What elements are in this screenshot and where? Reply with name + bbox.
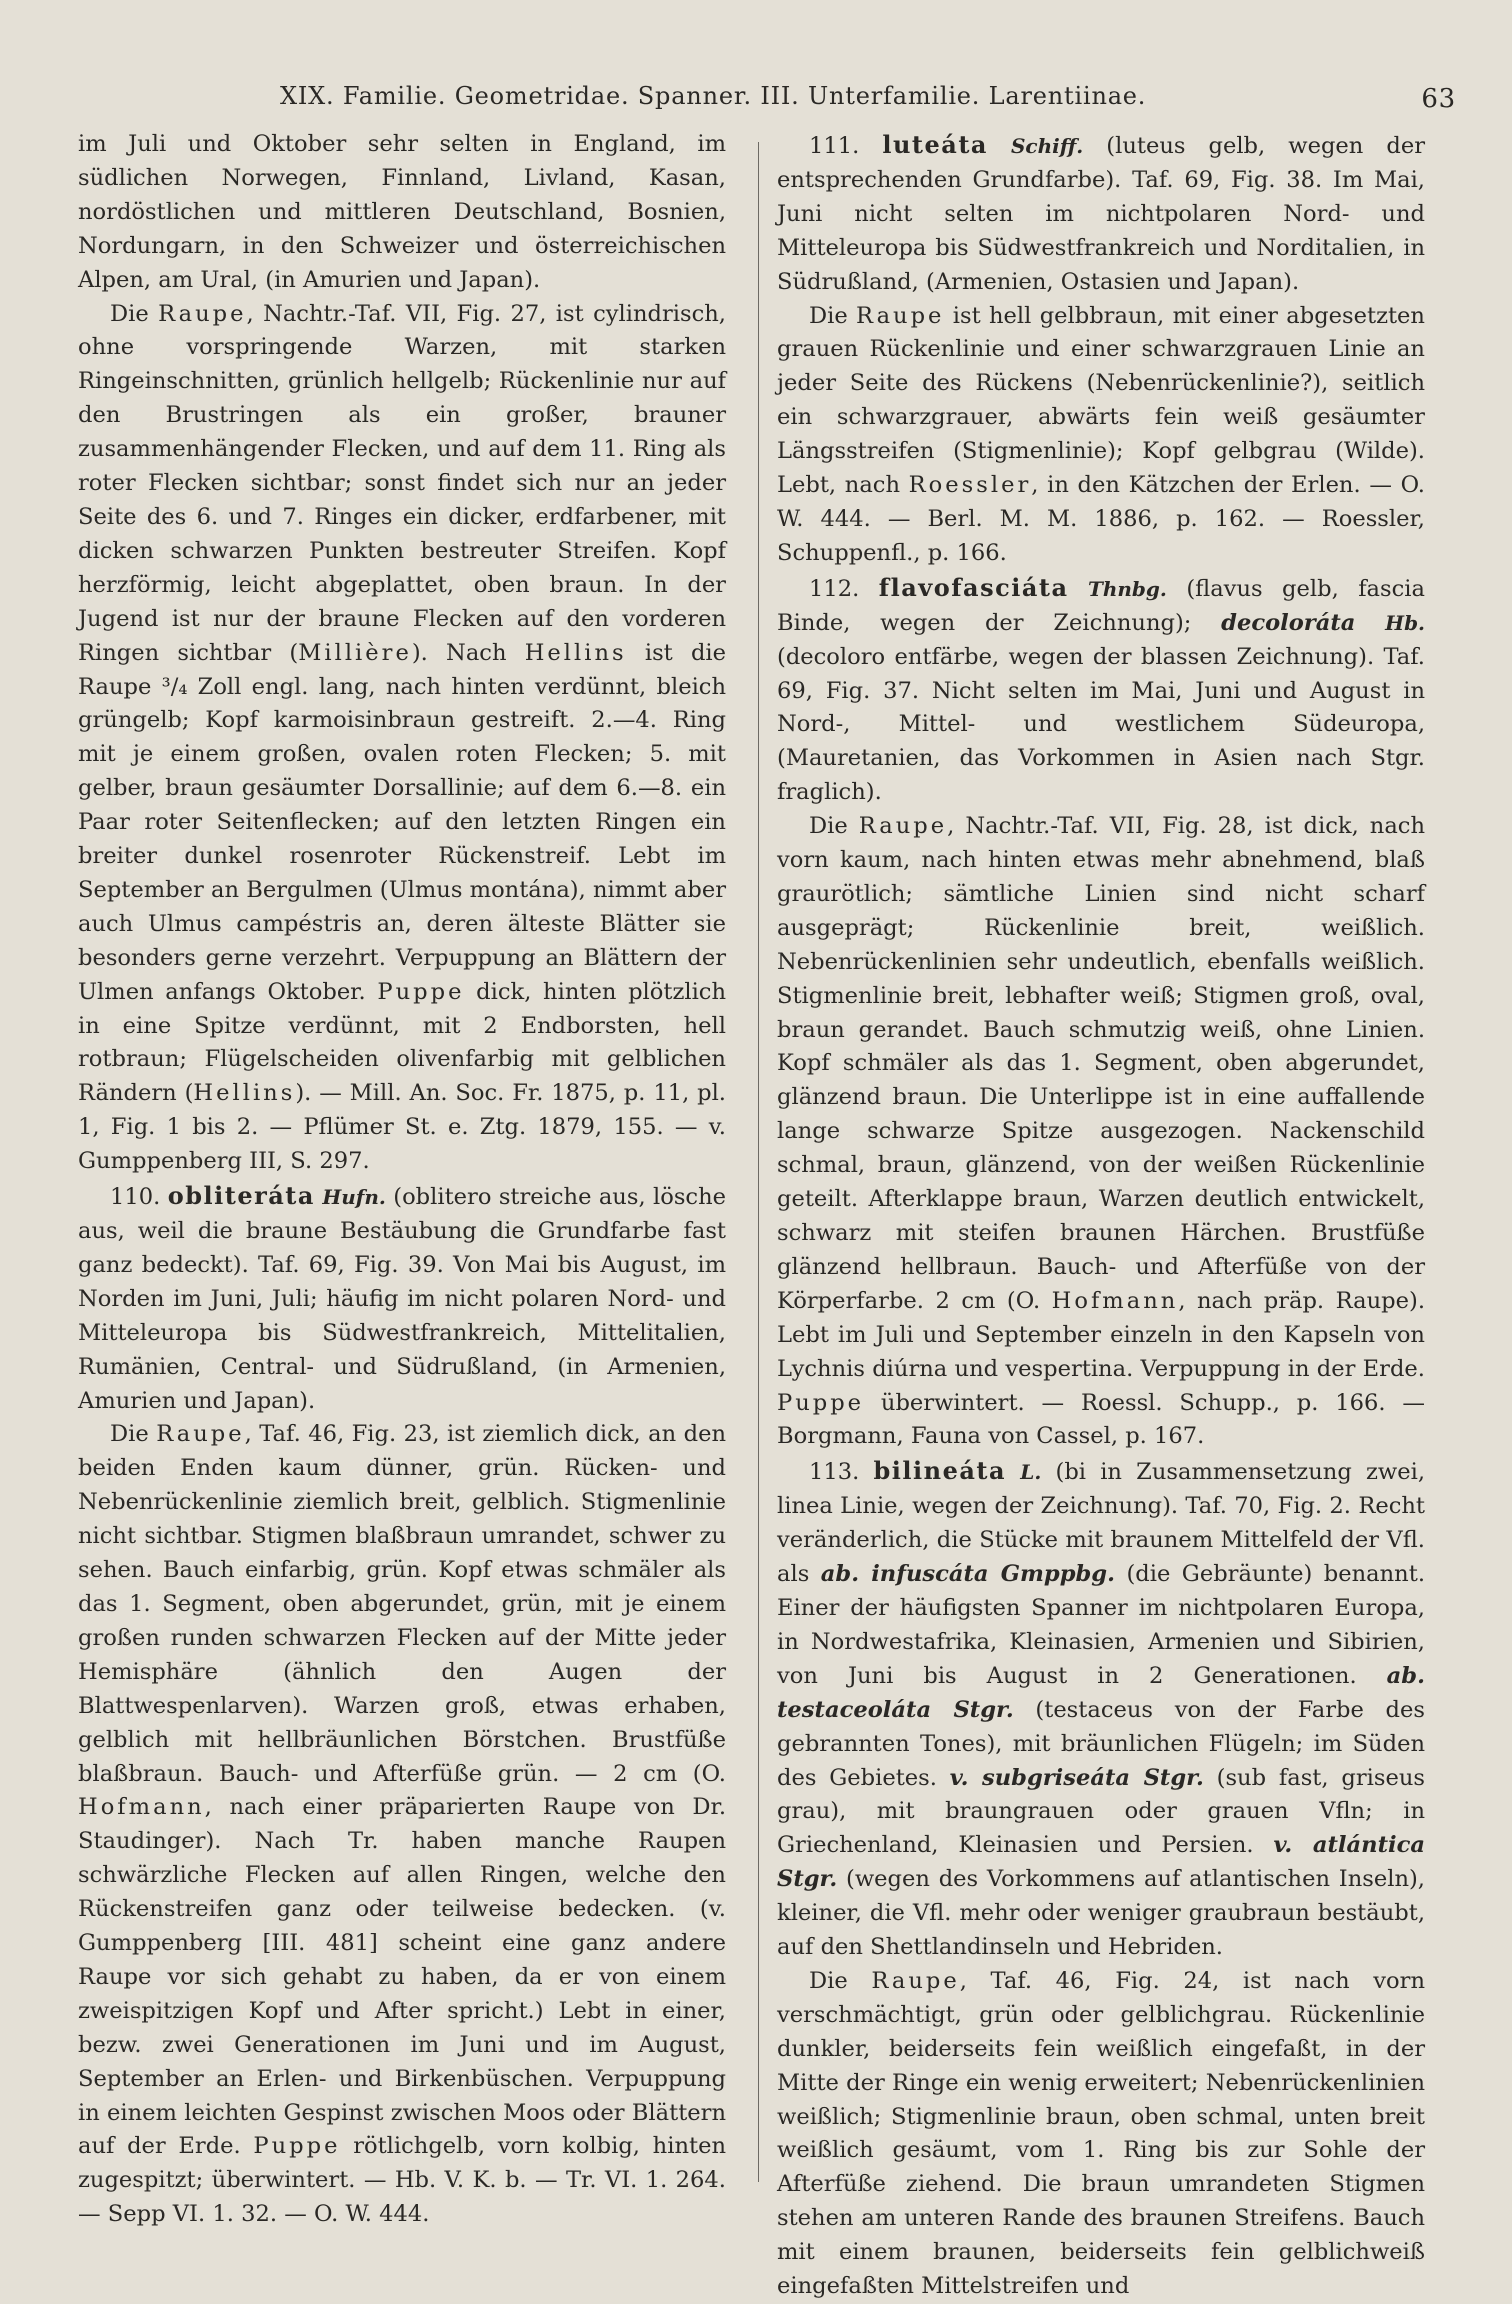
term-raupe: Raupe xyxy=(156,1421,245,1448)
paragraph-raupe-description: Die Raupe, Taf. 46, Fig. 23, ist ziemlich dick, an den beiden Enden kaum dünner, grün. Rücken- und Nebenrückenlinie ziemlich breit, gelblich. Stigmenlinie nicht sichtbar. Stigmen blaßbraun umrandet, schwer zu sehen. Bauch einfarbig, grün. Kopf etwas schmäler als das 1. Segment, oben abgerundet, grün, mit je einem großen runden schwarzen Flecken auf der Mitte jeder Hemisphäre (ähnlich den Augen der Blattwespenlarven). Warzen groß, etwas erhaben, gelblich mit hellbräunlichen Börstchen. Brustfüße blaßbraun. Bauch- und Afterfüße grün. — 2 cm (O. Hofmann, nach einer präparierten Raupe von Dr. Staudinger). Nach Tr. haben manche Raupen schwärzliche Flecken auf allen Ringen, welche den Rückenstreifen ganz oder teilweise bedecken. (v. Gumppenberg [III. 481] scheint eine ganz andere Raupe vor sich gehabt zu haben, da er von einem zweispitzigen Kopf und After spricht.) Lebt in einer, bezw. zwei Generationen im Juni und im August, September an Erlen- und Birkenbüschen. Verpuppung in einem leichten Gespinst zwischen Moos oder Blättern auf der Erde. Puppe rötlichgelb, vorn kolbig, hinten zugespitzt; überwintert. — Hb. V. K. b. — Tr. VI. 1. 264. — Sepp VI. 1. 32. — O. W. 444. xyxy=(78,1421,727,2228)
species-entry-110: 110. obliteráta Hufn. (oblitero streiche aus, lösche aus, weil die braune Bestäubung die Grundfarbe fast ganz bedeckt). Taf. 69, Fig. 39. Von Mai bis August, im Norden im Juni, Juli; häufig im nicht polaren Nord- und Mitteleuropa bis Südwestfrankreich, Mittelitalien, Rumänien, Central- und Südrußland, (in Armenien, Amurien und Japan). xyxy=(78,1181,727,1414)
entry-number: 111. xyxy=(809,133,860,159)
term-puppe: Puppe xyxy=(777,1389,865,1416)
page-number: 63 xyxy=(1421,84,1456,114)
entry-number: 112. xyxy=(809,575,860,602)
term-puppe: Puppe xyxy=(253,2133,341,2160)
author-milliere: Millière xyxy=(298,639,412,666)
term-raupe: Raupe xyxy=(858,813,948,840)
entry-number: 110. xyxy=(110,1184,161,1211)
species-author: Hufn. xyxy=(322,1185,386,1210)
author-hellins: Hellins xyxy=(193,1080,296,1107)
paragraph-raupe-description: Die Raupe, Taf. 46, Fig. 24, ist nach vorn verschmächtigt, grün oder gelblichgrau. Rückenlinie dunkler, beiderseits fein weißlich eingefaßt, in der Mitte der Ringe ein wenig erweitert; Nebenrückenlinien weißlich; Stigmenlinie braun, oben schmal, unten breit weißlich gesäumt, vom 1. Ring bis zur Sohle der Afterfüße ziehend. Die braun umrandeten Stigmen stehen am unteren Rande des braunen Streifens. Bauch mit einem braunen, beiderseits fein gelblichweiß eingefaßten Mittelstreifen und xyxy=(777,1967,1425,2300)
aberration-name: ab. testaceoláta Stgr. xyxy=(777,1662,1425,1723)
author-hellins: Hellins xyxy=(524,639,627,666)
author-hofmann: Hofmann xyxy=(1051,1287,1179,1314)
running-header xyxy=(130,74,1462,118)
species-author: Schiff. xyxy=(1010,134,1084,158)
species-entry-112: 112. flavofasciáta Thnbg. (flavus gelb, fascia Binde, wegen der Zeichnung); decoloráta Hb. (decoloro entfärbe, wegen der blassen Zeichnung). Taf. 69, Fig. 37. Nicht selten im Mai, Juni und August in Nord-, Mittel- und westlichem Südeuropa, (Mauretanien, das Vorkommen in Asien nach Stgr. fraglich). xyxy=(777,572,1426,806)
synonym-author: Hb. xyxy=(1385,610,1426,635)
paragraph-continuation: im Juli und Oktober sehr selten in England, im südlichen Norwegen, Finnland, Livland, Kasan, nordöstlichen und mittleren Deutschland, Bosnien, Nordungarn, in den Schweizer und österreichischen Alpen, am Ural, (in Amurien und Japan). xyxy=(78,131,726,293)
paragraph-raupe-description: Die Raupe, Nachtr.-Taf. VII, Fig. 28, ist dick, nach vorn kaum, nach hinten etwas mehr abnehmend, blaß graurötlich; sämtliche Linien sind nicht scharf ausgeprägt; Rückenlinie breit, weißlich. Nebenrückenlinien sehr undeutlich, ebenfalls weißlich. Stigmenlinie breit, lebhafter weiß; Stigmen groß, oval, braun gerandet. Bauch schmutzig weiß, ohne Linien. Kopf schmäler als das 1. Segment, oben abgerundet, glänzend braun. Die Unterlippe ist in eine auffallende lange schwarze Spitze ausgezogen. Nackenschild schmal, braun, glänzend, von der weißen Rückenlinie geteilt. Afterklappe braun, Warzen deutlich entwickelt, schwarz mit steifen braunen Härchen. Brustfüße glänzend hellbraun. Bauch- und Afterfüße von der Körperfarbe. 2 cm (O. Hofmann, nach präp. Raupe). Lebt im Juli und September einzeln in den Kapseln von Lychnis diúrna und vespertina. Verpuppung in der Erde. Puppe überwintert. — Roessl. Schupp., p. 166. — Borgmann, Fauna von Cassel, p. 167. xyxy=(777,813,1425,1450)
author-roessler: Roessler xyxy=(908,472,1032,499)
species-author: L. xyxy=(1020,1460,1042,1485)
term-puppe: Puppe xyxy=(377,978,465,1005)
variety-name: v. subgriseáta Stgr. xyxy=(949,1764,1204,1791)
paragraph-raupe-description: Die Raupe ist hell gelbbraun, mit einer abgesetzten grauen Rückenlinie und einer schwarzgrauen Linie an jeder Seite des Rückens (Nebenrückenlinie?), seitlich ein schwarzgrauer, abwärts fein weiß gesäumter Längsstreifen (Stigmenlinie); Kopf gelbgrau (Wilde). Lebt, nach Roessler, in den Kätzchen der Erlen. — O. W. 444. — Berl. M. M. 1886, p. 162. — Roessler, Schuppenfl., p. 166. xyxy=(777,302,1425,566)
term-raupe: Raupe xyxy=(871,1967,960,1994)
species-name: bilineáta xyxy=(873,1456,1007,1486)
paragraph-raupe-description: Die Raupe, Nachtr.-Taf. VII, Fig. 27, ist cylindrisch, ohne vorspringende Warzen, mit starken Ringeinschnitten, grünlich hellgelb; Rückenlinie nur auf den Brustringen als ein großer, brauner zusammenhängender Flecken, und auf dem 11. Ring als roter Flecken sichtbar; sonst findet sich nur an jeder Seite des 6. und 7. Ringes ein dicker, erdfarbener, mit dicken schwarzen Punkten bestreuter Streifen. Kopf herzförmig, leicht abgeplattet, oben braun. In der Jugend ist nur der braune Flecken auf den vorderen Ringen sichtbar (Millière). Nach Hellins ist die Raupe ³/₄ Zoll engl. lang, nach hinten verdünnt, bleich grüngelb; Kopf karmoisinbraun gestreift. 2.—4. Ring mit je einem großen, ovalen roten Flecken; 5. mit gelber, braun gesäumter Dorsallinie; auf dem 6.—8. ein Paar roter Seitenflecken; auf den letzten Ringen ein breiter dunkel rosenroter Rückenstreif. Lebt im September an Bergulmen (Ulmus montána), nimmt aber auch Ulmus campéstris an, deren älteste Blätter sie besonders gerne verzehrt. Verpuppung an Blättern der Ulmen anfangs Oktober. Puppe dick, hinten plötzlich in eine Spitze verdünnt, mit 2 Endborsten, hell rotbraun; Flügelscheiden olivenfarbig mit gelblichen Rändern (Hellins). — Mill. An. Soc. Fr. 1875, p. 11, pl. 1, Fig. 1 bis 2. — Pflümer St. e. Ztg. 1879, 155. — v. Gumppenberg III, S. 297. xyxy=(78,300,727,1175)
species-author: Thnbg. xyxy=(1087,576,1167,601)
variety-name: v. atlántica Stgr. xyxy=(777,1832,1425,1893)
species-name: obliteráta xyxy=(167,1181,315,1211)
term-raupe: Raupe xyxy=(158,300,247,327)
entry-number: 113. xyxy=(809,1459,860,1486)
species-entry-113: 113. bilineáta L. (bi in Zusammensetzung zwei, linea Linie, wegen der Zeichnung). Taf. 70, Fig. 2. Recht veränderlich, die Stücke mit braunem Mittelfeld der Vfl. als ab. infuscáta Gmppbg. (die Gebräunte) benannt. Einer der häufigsten Spanner im nichtpolaren Europa, in Nordwestafrika, Kleinasien, Armenien und Sibirien, von Juni bis August in 2 Generationen. ab. testaceoláta Stgr. (testaceus von der Farbe des gebrannten Tones), mit bräunlichen Flügeln; im Süden des Gebietes. v. subgriseáta Stgr. (sub fast, griseus grau), mit braungrauen oder grauen Vfln; in Griechenland, Kleinasien und Persien. v. atlántica Stgr. (wegen des Vorkommens auf atlantischen Inseln), kleiner, die Vfl. mehr oder weniger graubraun bestäubt, auf den Shettlandinseln und Hebriden. xyxy=(777,1456,1425,1961)
column-divider xyxy=(758,142,759,2182)
species-name: flavofasciáta xyxy=(878,572,1069,602)
left-column xyxy=(78,128,726,2232)
running-title: XIX. Familie. Geometridae. Spanner. III. Unterfamilie. Larentiinae. xyxy=(280,82,1147,110)
species-name: luteáta xyxy=(882,130,988,159)
synonym-name: decoloráta xyxy=(1221,609,1356,636)
author-hofmann: Hofmann xyxy=(78,1794,205,1821)
aberration-name: ab. infuscáta Gmppbg. xyxy=(820,1561,1115,1588)
term-raupe: Raupe xyxy=(856,302,945,329)
species-entry-111: 111. luteáta Schiff. (luteus gelb, wegen der entsprechenden Grundfarbe). Taf. 69, Fig. 38. Im Mai, Juni nicht selten im nichtpolaren Nord- und Mitteleuropa bis Südwestfrankreich und Norditalien, in Südrußland, (Armenien, Ostasien und Japan). xyxy=(777,130,1425,295)
right-column xyxy=(777,128,1425,2304)
